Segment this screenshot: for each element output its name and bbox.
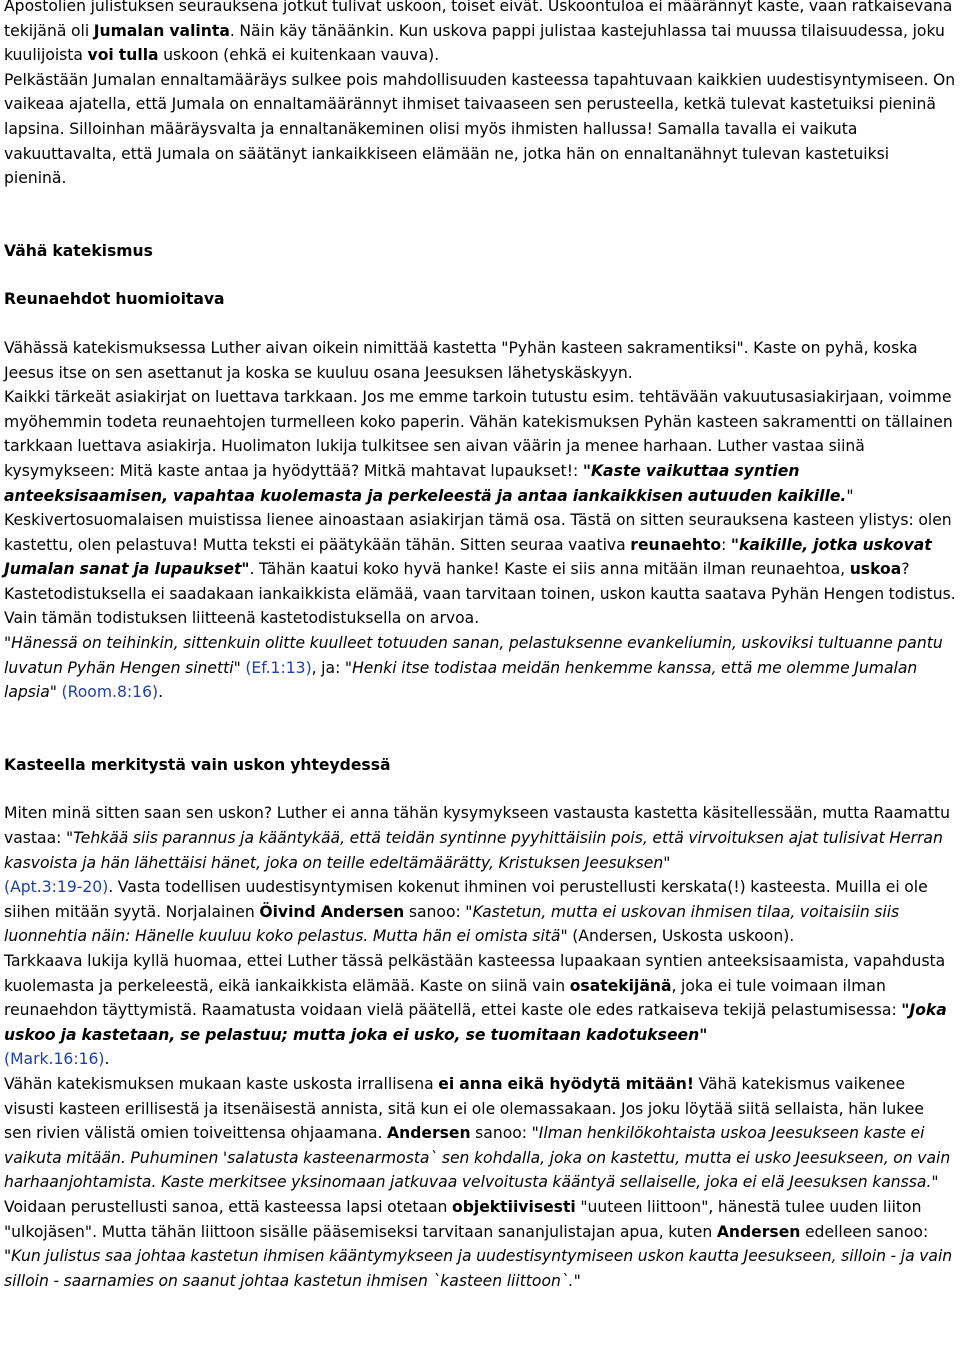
scripture-link[interactable]: (Mark.16:16) (4, 1050, 105, 1069)
italic-quote: "Henki itse todistaa meidän henkemme kanssa, että me olemme Jumalan lapsia" (4, 658, 918, 702)
text-run: uskoon (ehkä ei kuitenkaan vauva). (158, 46, 440, 65)
text-run: . (104, 1050, 110, 1069)
text-run: Tarkkaava lukija kyllä huomaa, ettei Luther tässä pelkästään kasteessa lupaakaan syntien anteeksisaamista, vapahdusta kuolemasta ja perkeleestä, eikä iankaikkista elämää. Kaste on siinä vain (4, 952, 946, 995)
heading-sub: Reunaehdot huomioitava (4, 290, 225, 309)
italic-quote: "Tehkää siis parannus ja kääntykää, että teidän syntinne pyyhittäisiin pois, että virvoituksen ajat tulisivat Herran kasvoista ja hän lähettäisi hänet, joka on teille edeltämäärätty, Kristuksen Jeesuksen" (4, 829, 943, 872)
scripture-link[interactable]: (Apt.3:19-20) (4, 878, 109, 897)
italic-quote: "Kun julistus saa johtaa kastetun ihmisen kääntymykseen ja uudestisyntymiseen uskon kautta Jeesukseen, silloin - ja vain silloin - saarnamies on saanut johtaa kastetun ihmisen `kasteen liittoon`." (4, 1247, 953, 1290)
text-run: " Keskivertosuomalaisen muistissa lienee ainoastaan asiakirjan tämä osa. Tästä on sitten seurauksena kasteen ylistys: olen kastettu, olen pelastuva! Mutta teksti ei päätykään tähän. Sitten seuraa vaativa (4, 486, 952, 554)
text-run: edelleen sanoo: (800, 1222, 929, 1241)
bold-text: Jumalan valinta (93, 21, 230, 40)
bold-italic-quote: "Joka uskoo ja kastetaan, se pelastuu; mutta joka ei usko, se tuomitaan kadotukseen" (4, 1001, 947, 1044)
text-run: Pelkästään Jumalan ennaltamääräys sulkee pois mahdollisuuden kasteessa tapahtuvaan kaikkien uudestisyntymiseen. (4, 70, 929, 89)
scripture-link[interactable]: (Room.8:16) (61, 683, 159, 702)
text-run: Kaikki tärkeät asiakirjat on luettava tarkkaan. Jos me emme tarkoin tutustu esim. tehtävään vakuutusasiakirjaan, voimme myöhemmin todeta reunaehtojen turmelleen koko paperin. Vähän katekismuksen Pyhän kasteen sakramentti on tällainen tarkkaan luettava asiakirja. Huolimaton lukija tulkitsee sen aivan väärin ja menee harhaan. Luther vastaa siinä kysymykseen: Mitä kaste antaa ja hyödyttää? Mitkä mahtavat lupaukset!: (4, 388, 953, 480)
italic-quote: "Kastetun, mutta ei uskovan ihmisen tilaa, voitaisiin siis luonnehtia näin: Hänelle kuuluu koko pelastus. Mutta hän ei omista sitä" (4, 902, 900, 946)
text-run: Vähän katekismuksen mukaan kaste uskosta irrallisena (4, 1074, 439, 1093)
bold-text: Andersen (716, 1222, 801, 1241)
text-run: sanoo: (470, 1124, 532, 1143)
heading-main: Vähä katekismus (4, 241, 153, 260)
text-run: . Vasta todellisen uudestisyntymisen kokenut ihminen voi perustellusti kerskata(!) kasteesta. Muilla ei ole siihen mitään syytä. Norjalainen (4, 878, 928, 921)
heading-section2: Kasteella merkitystä vain uskon yhteydessä (4, 755, 391, 774)
bold-text: ei anna eikä hyödytä mitään! (438, 1074, 694, 1093)
section2-paragraph (4, 801, 956, 1293)
text-run: Apostolien julistuksen seurauksena jotkut tulivat uskoon, toiset eivät. Uskoontuloa ei määrännyt kaste, vaan ratkaisevana tekijänä oli (4, 0, 953, 40)
text-run: Vähässä katekismuksessa Luther aivan oikein nimittää kastetta "Pyhän kasteen sakramentiksi". Kaste on pyhä, koska Jeesus itse on sen asettanut ja koska se kuuluu osana Jeesuksen lähetyskäskyyn. (4, 338, 918, 382)
text-run: sanoo: (404, 902, 466, 921)
bold-text: Öivind Andersen (259, 902, 405, 921)
section1-paragraph (4, 336, 956, 705)
text-run: "uuteen liittoon", hänestä tulee uuden liiton "ulkojäsen". Mutta tähän liittoon sisälle pääsemiseksi tarvitaan sananjulistajan apua, kuten (4, 1197, 922, 1241)
text-run: , joka ei tule voimaan ilman reunaehdon täyttymistä. Raamatusta voidaan vielä päätellä, ettei kaste ole edes ratkaiseva tekijä pelastumisessa: (4, 976, 902, 1020)
text-run: Vähä katekismus vaikenee visusti kasteen erillisestä ja itsenäisestä annista, sitä kun ei ole olemassakaan. Jos joku löytää siitä sellaista, hän lukee sen rivien välistä omien toiveittensa ohjaamana. (4, 1074, 924, 1143)
bold-text: osatekijänä (569, 976, 672, 995)
text-run: (Andersen, Uskosta uskoon). (567, 927, 795, 946)
bold-italic-quote: "Kaste vaikuttaa syntien anteeksisaamisen, vapahtaa kuolemasta ja perkeleestä ja antaa iankaikkisen autuuden kaikille. (4, 461, 847, 505)
bold-text: voi tulla (87, 46, 159, 65)
text-run: On vaikeaa ajatella, että Jumala on ennaltamäärännyt ihmiset taivaaseen sen perusteella, ketkä tulevat kastetuiksi pieninä lapsina. Silloinhan määräysvalta ja ennaltanäkeminen olisi myös ihmisten hallussa! Samalla tavalla ei vaikuta vakuuttavalta, että Jumala on säätänyt iankaikkiseen elämään ne, jotka hän on ennaltanähnyt tulevan kastetuiksi pieninä. (4, 70, 956, 188)
text-run: Voidaan perustellusti sanoa, että kasteessa lapsi otetaan (4, 1197, 452, 1216)
document-page (4, 0, 956, 1293)
bold-italic-quote: "kaikille, jotka uskovat Jumalan sanat ja lupaukset" (4, 535, 932, 579)
text-run: , ja: (311, 658, 345, 677)
bold-text: uskoa (849, 560, 902, 579)
bold-text: objektiivisesti (452, 1197, 576, 1216)
text-run: . Näin käy tänäänkin. Kun uskova pappi julistaa kastejuhlassa tai muussa tilaisuudessa, joku kuulijoista (4, 21, 945, 65)
text-run: . (158, 683, 164, 702)
text-run: Miten minä sitten saan sen uskon? Luther ei anna tähän kysymykseen vastausta kastetta käsitellessään, mutta Raamattu vastaa: (4, 804, 950, 848)
italic-quote: "Ilman henkilökohtaista uskoa Jeesukseen kaste ei vaikuta mitään. Puhuminen 'salatusta kasteenarmosta` sen kohdalla, joka on kastettu, mutta ei usko Jeesukseen, on vain harhaanjohtamista. Kaste merkitsee yksinomaan jatkuvaa velvoitusta kääntyä sellaiselle, joka ei elä Jeesuksen kanssa." (4, 1124, 951, 1192)
text-run: : (721, 535, 731, 554)
intro-paragraph (4, 0, 956, 191)
bold-text: reunaehto (630, 535, 722, 554)
italic-quote: "Hänessä on teihinkin, sittenkuin olitte kuulleet totuuden sanan, pelastuksenne evankeliumin, uskoviksi tultuanne pantu luvatun Pyhän Hengen sinetti" (4, 634, 943, 677)
text-run: . Tähän kaatui koko hyvä hanke! Kaste ei siis anna mitään ilman reunaehtoa, (249, 560, 850, 579)
text-run: ? Kastetodistuksella ei saadakaan iankaikkista elämää, vaan tarvitaan toinen, uskon kautta saatava Pyhän Hengen todistus. Vain tämän todistuksen liitteenä kastetodistuksella on arvoa. (4, 560, 956, 628)
bold-text: Andersen (387, 1124, 471, 1143)
scripture-link[interactable]: (Ef.1:13) (245, 658, 312, 677)
